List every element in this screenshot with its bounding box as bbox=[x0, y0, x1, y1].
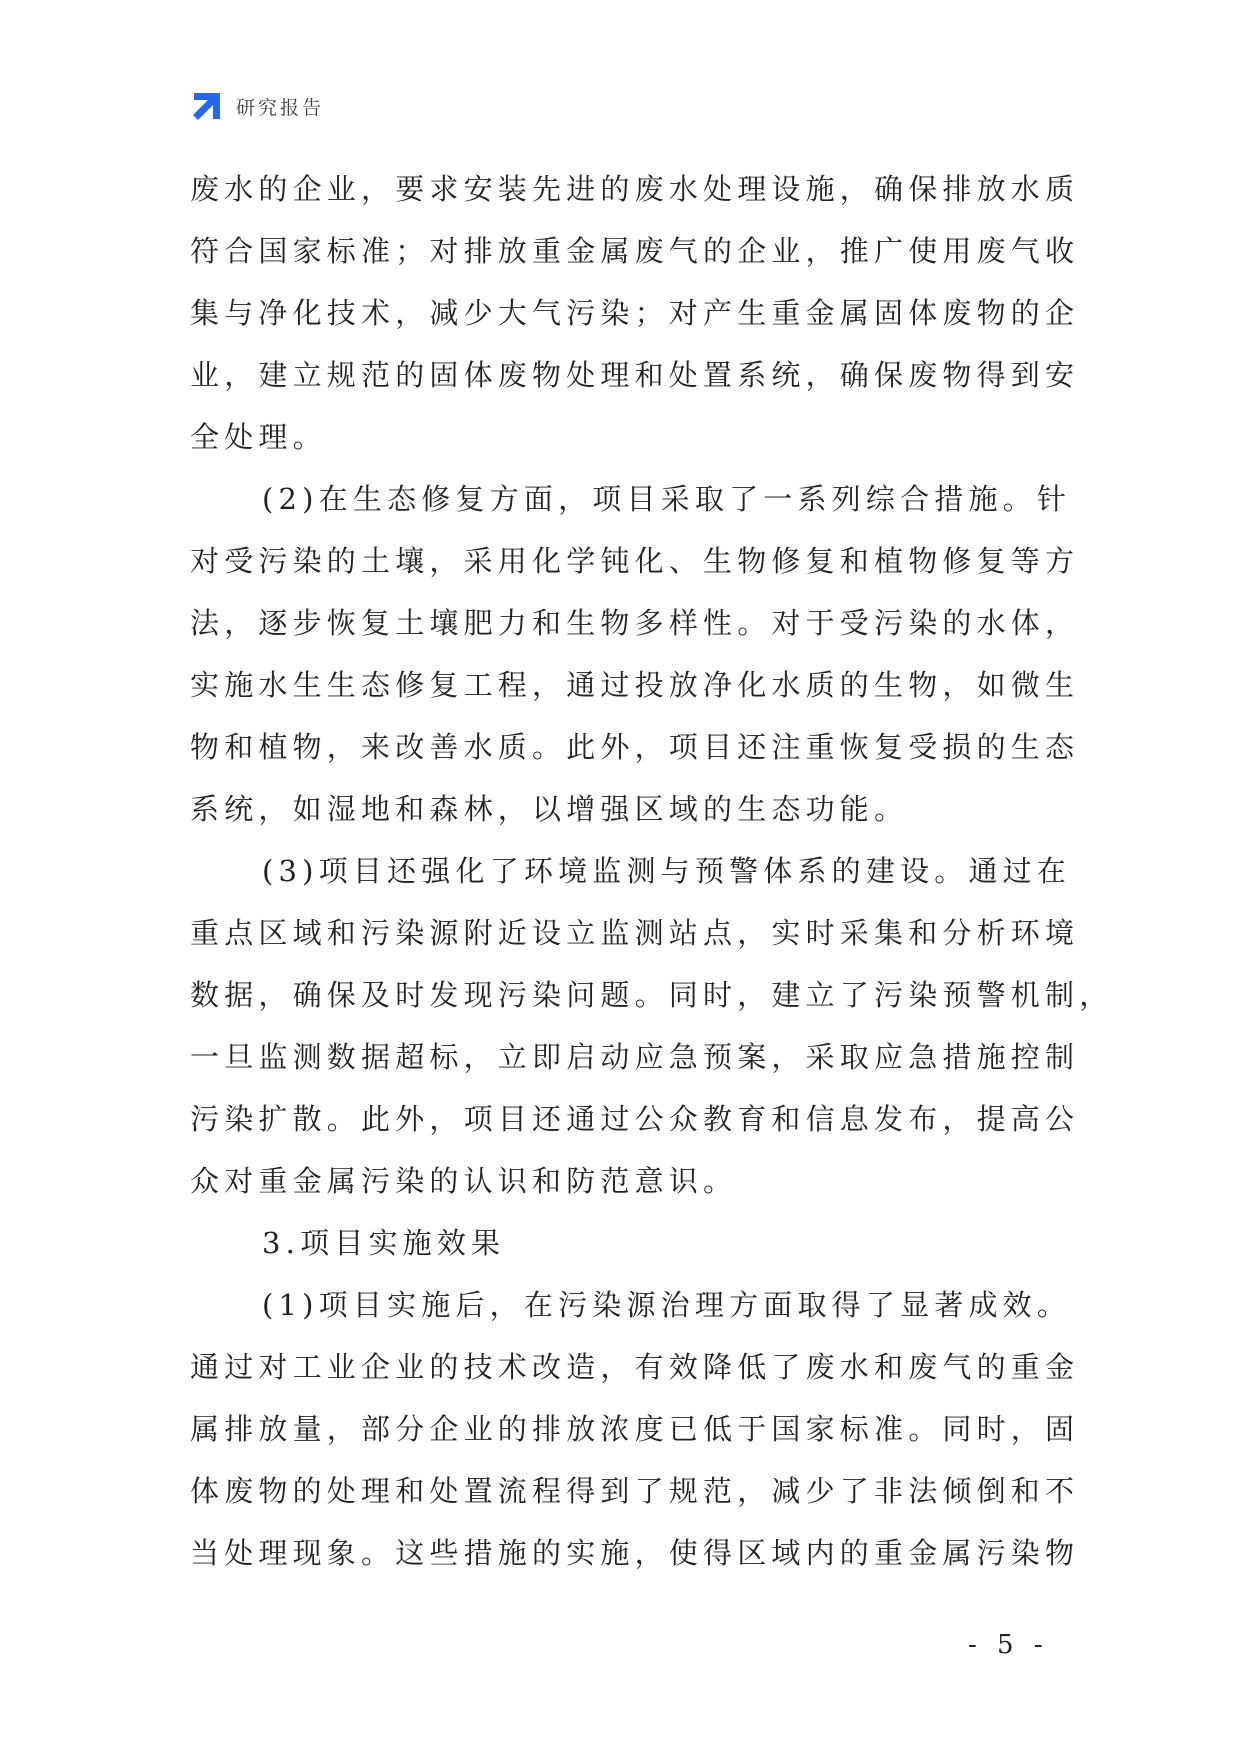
body-line: 一旦监测数据超标，立即启动应急预案，采取应急措施控制 bbox=[190, 1040, 1080, 1074]
body-line: 数据，确保及时发现污染问题。同时，建立了污染预警机制， bbox=[190, 978, 1114, 1012]
body-line: 系统，如湿地和森林，以增强区域的生态功能。 bbox=[190, 792, 909, 826]
body-line: 重点区域和污染源附近设立监测站点，实时采集和分析环境 bbox=[190, 916, 1080, 950]
body-line: 全处理。 bbox=[190, 420, 327, 454]
paragraph-start-line: (2)在生态修复方面，项目采取了一系列综合措施。针 bbox=[262, 482, 1072, 516]
body-line: 众对重金属污染的认识和防范意识。 bbox=[190, 1164, 738, 1198]
body-line: 废水的企业，要求安装先进的废水处理设施，确保排放水质 bbox=[190, 172, 1080, 206]
body-line: 对受污染的土壤，采用化学钝化、生物修复和植物修复等方 bbox=[190, 544, 1080, 578]
section-heading: 3.项目实施效果 bbox=[262, 1226, 506, 1260]
paragraph-start-line: (1)项目实施后，在污染源治理方面取得了显著成效。 bbox=[262, 1288, 1072, 1322]
paragraph-start-line: (3)项目还强化了环境监测与预警体系的建设。通过在 bbox=[262, 854, 1072, 888]
body-line: 实施水生生态修复工程，通过投放净化水质的生物，如微生 bbox=[190, 668, 1080, 702]
body-line: 法，逐步恢复土壤肥力和生物多样性。对于受污染的水体， bbox=[190, 606, 1080, 640]
body-line: 物和植物，来改善水质。此外，项目还注重恢复受损的生态 bbox=[190, 730, 1080, 764]
body-line: 污染扩散。此外，项目还通过公众教育和信息发布，提高公 bbox=[190, 1102, 1080, 1136]
header-title: 研究报告 bbox=[236, 96, 325, 119]
body-line: 属排放量，部分企业的排放浓度已低于国家标准。同时，固 bbox=[190, 1412, 1080, 1446]
body-line: 符合国家标准；对排放重金属废气的企业，推广使用废气收 bbox=[190, 234, 1080, 268]
body-line: 通过对工业企业的技术改造，有效降低了废水和废气的重金 bbox=[190, 1350, 1080, 1384]
body-line: 业，建立规范的固体废物处理和处置系统，确保废物得到安 bbox=[190, 358, 1080, 392]
body-line: 体废物的处理和处置流程得到了规范，减少了非法倾倒和不 bbox=[190, 1474, 1080, 1508]
document-body bbox=[190, 158, 1114, 1584]
page-number: - 5 - bbox=[968, 1630, 1049, 1660]
body-line: 集与净化技术，减少大气污染；对产生重金属固体废物的企 bbox=[190, 296, 1080, 330]
arrow-up-right-icon bbox=[190, 89, 224, 123]
page-header bbox=[190, 88, 324, 124]
body-line: 当处理现象。这些措施的实施，使得区域内的重金属污染物 bbox=[190, 1536, 1080, 1570]
